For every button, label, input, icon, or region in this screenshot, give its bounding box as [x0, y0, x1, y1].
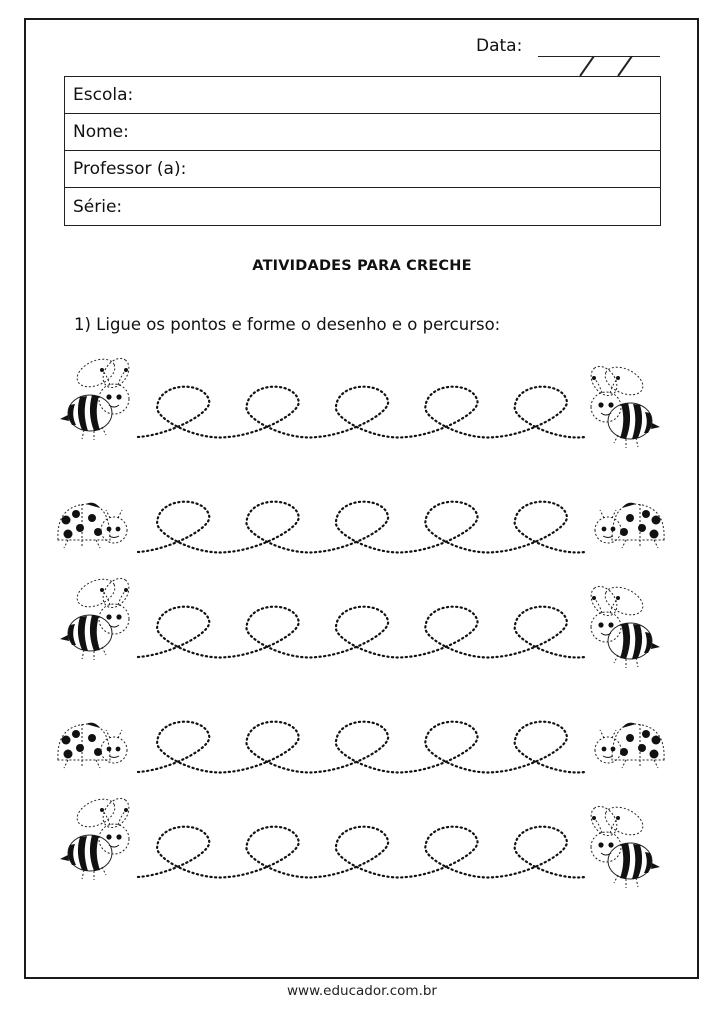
bee-icon [60, 354, 134, 440]
bee-icon [586, 362, 660, 448]
dotted-loop-path[interactable] [138, 607, 585, 658]
footer-url: www.educador.com.br [287, 983, 437, 999]
bee-icon [586, 802, 660, 888]
name-field[interactable]: Nome: [65, 114, 660, 151]
bee-icon [586, 582, 660, 668]
ladybug-icon [58, 503, 127, 548]
bee-icon [60, 574, 134, 660]
tracing-row [138, 387, 585, 438]
dotted-loop-path[interactable] [138, 387, 585, 438]
instruction-text: 1) Ligue os pontos e forme o desenho e o percurso: [74, 315, 501, 334]
ladybug-icon [595, 503, 664, 548]
tracing-row [138, 722, 585, 773]
bee-icon [60, 794, 134, 880]
teacher-field[interactable]: Professor (a): [65, 151, 660, 188]
dotted-loop-path[interactable] [138, 722, 585, 773]
date-label: Data: [476, 36, 523, 56]
tracing-row [138, 827, 585, 878]
school-field[interactable]: Escola: [65, 77, 660, 114]
dotted-loop-path[interactable] [138, 827, 585, 878]
page-title: ATIVIDADES PARA CRECHE [252, 258, 472, 274]
ladybug-icon [58, 723, 127, 768]
tracing-row [138, 607, 585, 658]
tracing-row [138, 502, 585, 553]
ladybug-icon [595, 723, 664, 768]
dotted-loop-path[interactable] [138, 502, 585, 553]
grade-field[interactable]: Série: [73, 196, 123, 217]
